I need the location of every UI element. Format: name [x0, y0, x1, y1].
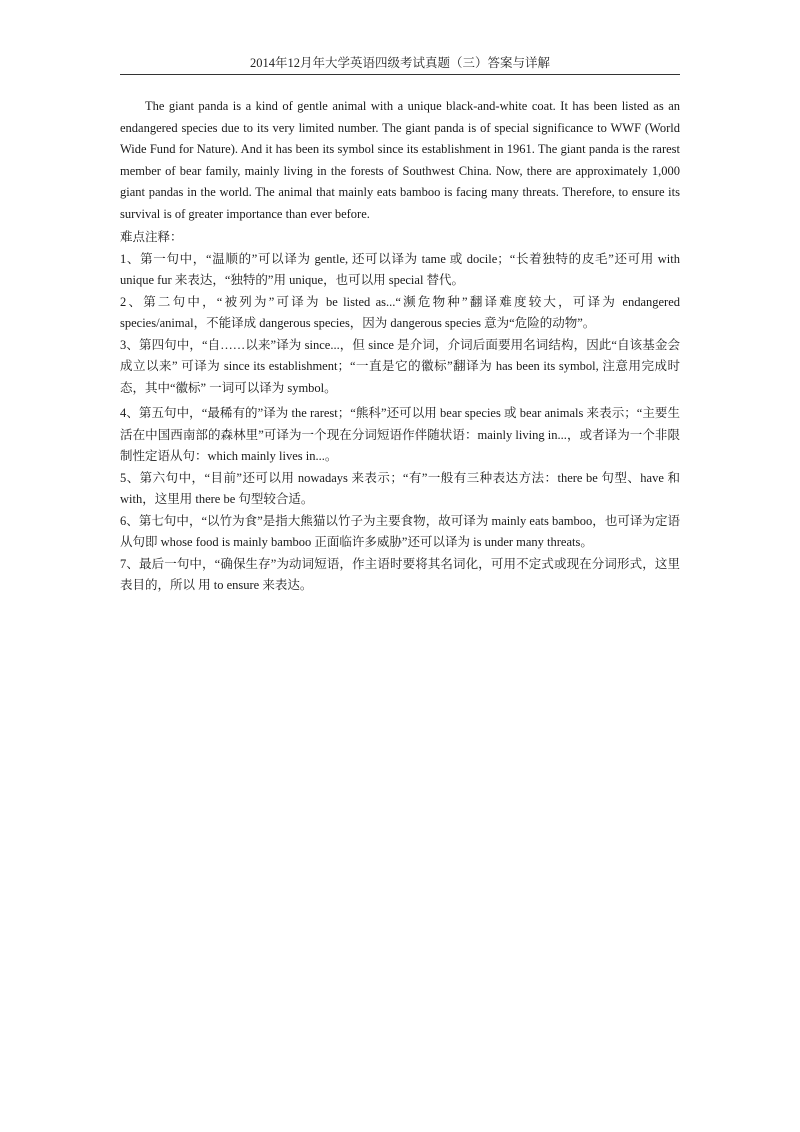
- note-item-2: 2、第二句中，“被列为”可译为 be listed as...“濒危物种”翻译难度较大，可译为 endangered species/animal，不能译成 dangerous species，因为 dangerous species 意为“危险的动物”。: [120, 294, 680, 330]
- note-item-3: 3、第四句中，“自……以来”译为 since...，但 since 是介词，介词后面要用名词结构，因此“自该基金会成立以来” 可译为 since its establishment；“一直是它的徽标”翻译为 has been its symbol, 注意用完成时态，其中“徽标” 一词可以译为 symbol。: [120, 337, 680, 395]
- running-header: 2014年12月年大学英语四级考试真题（三）答案与详解: [249, 56, 550, 70]
- notes-list: [120, 249, 680, 597]
- note-item-5: 5、第六句中，“目前”还可以用 nowadays 来表示；“有”一般有三种表达方法：there be 句型、have 和 with，这里用 there be 句型较合适。: [120, 470, 680, 506]
- note-item-6: 6、第七句中，“以竹为食”是指大熊猫以竹子为主要食物，故可译为 mainly eats bamboo，也可译为定语从句即 whose food is mainly bamboo 正面临许多威胁”还可以译为 is under many threats。: [120, 513, 680, 549]
- document-body: [120, 96, 680, 597]
- note-item-4: 4、第五句中，“最稀有的”译为 the rarest；“熊科”还可以用 bear species 或 bear animals 来表示；“主要生活在中国西南部的森林里”可译为一个现在分词短语作伴随状语：mainly living in...，或者译为一个非限制性定语从句：which mainly lives in...。: [120, 406, 680, 463]
- note-item-7: 7、最后一句中，“确保生存”为动词短语，作主语时要将其名词化，可用不定式或现在分词形式，这里表目的，所以 用 to ensure 来表达。: [120, 556, 680, 592]
- notes-heading: 难点注释：: [120, 230, 183, 244]
- header-rule: [120, 74, 680, 75]
- translation-paragraph: The giant panda is a kind of gentle animal with a unique black-and-white coat. It has been listed as an endangered species due to its very limited number. The giant panda is of special significance to WWF (World Wide Fund for Nature). And it has been its symbol since its establishment in 1961. The giant panda is the rarest member of bear family, mainly living in the forests of Southwest China. Now, there are approximately 1,000 giant pandas in the world. The animal that mainly eats bamboo is facing many threats. Therefore, to ensure its survival is of greater importance than ever before.: [120, 99, 680, 221]
- note-item-1: 1、第一句中，“温顺的”可以译为 gentle, 还可以译为 tame 或 docile；“长着独特的皮毛”还可用 with unique fur 来表达，“独特的”用 unique，也可以用 special 替代。: [120, 251, 680, 287]
